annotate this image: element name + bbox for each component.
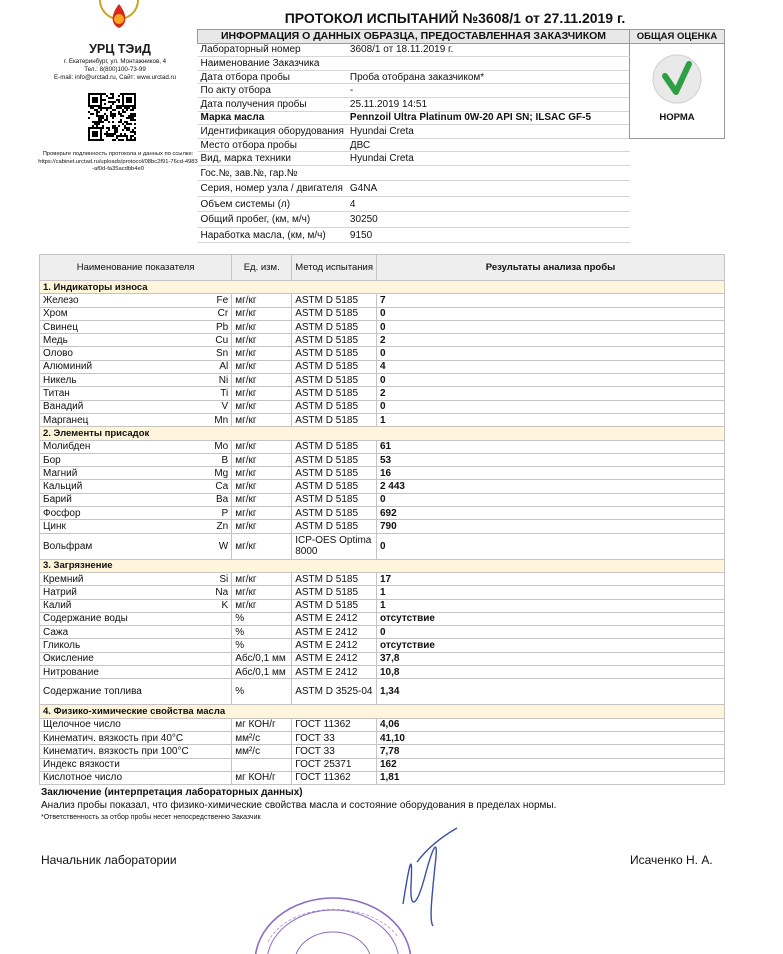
param-name: Кремний: [40, 572, 192, 585]
info-header: ИНФОРМАЦИЯ О ДАННЫХ ОБРАЗЦА, ПРЕДОСТАВЛЕННАЯ ЗАКАЗЧИКОМ: [198, 30, 630, 44]
info-header-row: [198, 30, 725, 44]
param-unit: мг/кг: [232, 493, 292, 506]
info-label: Дата получения пробы: [198, 97, 347, 111]
chief-label: Начальник лаборатории: [41, 853, 177, 867]
info-label: Серия, номер узла / двигателя: [198, 181, 347, 197]
param-symbol: P: [192, 507, 232, 520]
info-value: Pennzoil Ultra Platinum 0W-20 API SN; ILSAC GF-5: [347, 111, 630, 125]
param-name: Калий: [40, 599, 192, 612]
param-symbol: [192, 612, 232, 625]
param-value: 0: [376, 626, 724, 639]
check-icon: [652, 54, 702, 104]
table-row: [40, 599, 725, 612]
table-row: [40, 440, 725, 453]
param-name: Щелочное число: [40, 718, 192, 731]
table-row: [40, 387, 725, 400]
verify-link[interactable]: https://cabinet.urctad.ru/uploads/protocol/08bc2f91-76cd-4983-af0d-fa35acdbb4e0: [38, 158, 198, 173]
param-value: 1: [376, 413, 724, 426]
info-label: Гос.№, зав.№, гар.№: [198, 165, 347, 181]
param-name: Медь: [40, 334, 192, 347]
param-name: Кислотное число: [40, 771, 192, 784]
param-unit: %: [232, 612, 292, 625]
param-value: 7: [376, 294, 724, 307]
table-row: [40, 533, 725, 559]
param-symbol: Ti: [192, 387, 232, 400]
param-symbol: Mo: [192, 440, 232, 453]
param-unit: мг/кг: [232, 520, 292, 533]
table-row: [40, 294, 725, 307]
param-symbol: W: [192, 533, 232, 559]
param-value: 0: [376, 533, 724, 559]
conclusion-title: Заключение (интерпретация лабораторных данных): [41, 787, 303, 798]
param-symbol: Ni: [192, 374, 232, 387]
param-method: ГОСТ 11362: [292, 771, 377, 784]
contact-line: E-mail: info@urctad.ru, Сайт: www.urctad.ru: [54, 74, 176, 81]
company-address: [5, 58, 225, 82]
param-unit: мг/кг: [232, 440, 292, 453]
param-value: 1,34: [376, 679, 724, 705]
table-row: [40, 666, 725, 679]
param-symbol: Ca: [192, 480, 232, 493]
param-symbol: B: [192, 453, 232, 466]
param-method: ГОСТ 33: [292, 745, 377, 758]
param-unit: Абс/0,1 мм: [232, 666, 292, 679]
info-value: [347, 165, 630, 181]
param-unit: мг/кг: [232, 413, 292, 426]
param-symbol: K: [192, 599, 232, 612]
verify-text: Проверьте подлинность протокола и данных по ссылке:: [42, 151, 194, 157]
param-symbol: [192, 679, 232, 705]
param-method: ASTM D 5185: [292, 334, 377, 347]
param-unit: [232, 758, 292, 771]
table-row: [40, 679, 725, 705]
table-row: [40, 612, 725, 625]
param-value: 2 443: [376, 480, 724, 493]
param-method: ASTM E 2412: [292, 626, 377, 639]
param-unit: %: [232, 626, 292, 639]
overall-cell: [630, 43, 725, 138]
param-name: Молибден: [40, 440, 192, 453]
param-method: ASTM D 5185: [292, 440, 377, 453]
info-value: ДВС: [347, 138, 630, 152]
param-name: Натрий: [40, 586, 192, 599]
info-value: 3608/1 от 18.11.2019 г.: [347, 43, 630, 57]
brand-name: УРЦ ТЭиД: [89, 42, 151, 56]
page-title: ПРОТОКОЛ ИСПЫТАНИЙ №3608/1 от 27.11.2019 г.: [284, 10, 626, 26]
info-row: [198, 138, 725, 152]
table-row: [40, 572, 725, 585]
param-value: 4,06: [376, 718, 724, 731]
info-value: Hyundai Creta: [347, 152, 630, 166]
param-method: ASTM D 5185: [292, 360, 377, 373]
param-symbol: [192, 758, 232, 771]
param-value: 17: [376, 572, 724, 585]
col-name-header: Наименование показателя: [40, 255, 232, 281]
info-value: Hyundai Creta: [347, 125, 630, 139]
param-unit: мг/кг: [232, 480, 292, 493]
param-method: ASTM D 5185: [292, 347, 377, 360]
param-symbol: [192, 731, 232, 744]
param-value: 1: [376, 599, 724, 612]
param-name: Кинематич. вязкость при 100°С: [40, 745, 192, 758]
param-name: Бор: [40, 453, 192, 466]
param-name: Никель: [40, 374, 192, 387]
param-value: 1: [376, 586, 724, 599]
param-name: Олово: [40, 347, 192, 360]
sample-info-table: [197, 29, 725, 243]
param-method: ГОСТ 33: [292, 731, 377, 744]
param-symbol: Ba: [192, 493, 232, 506]
section-title: 3. Загрязнение: [40, 559, 725, 572]
param-name: Железо: [40, 294, 192, 307]
param-unit: мг КОН/г: [232, 771, 292, 784]
table-row: [40, 493, 725, 506]
info-value: Проба отобрана заказчиком*: [347, 70, 630, 84]
param-value: 0: [376, 307, 724, 320]
param-method: ASTM E 2412: [292, 639, 377, 652]
param-method: ASTM D 5185: [292, 493, 377, 506]
param-name: Кинематич. вязкость при 40°С: [40, 731, 192, 744]
table-row: [40, 453, 725, 466]
col-unit-header: Ед. изм.: [232, 255, 292, 281]
param-unit: %: [232, 679, 292, 705]
param-symbol: [192, 652, 232, 665]
param-unit: мг/кг: [232, 586, 292, 599]
param-value: 10,8: [376, 666, 724, 679]
info-label: Лабораторный номер: [198, 43, 347, 57]
param-name: Ванадий: [40, 400, 192, 413]
section-title: 4. Физико-химические свойства масла: [40, 705, 725, 718]
table-row: [40, 307, 725, 320]
col-result-header: Результаты анализа пробы: [376, 255, 724, 281]
table-row: [40, 507, 725, 520]
param-symbol: Fe: [192, 294, 232, 307]
param-name: Окисление: [40, 652, 192, 665]
param-method: ASTM D 5185: [292, 599, 377, 612]
param-unit: мг/кг: [232, 294, 292, 307]
param-symbol: Na: [192, 586, 232, 599]
param-unit: мг КОН/г: [232, 718, 292, 731]
param-method: ASTM D 5185: [292, 520, 377, 533]
table-row: [40, 360, 725, 373]
overall-label: НОРМА: [659, 111, 695, 123]
param-symbol: [192, 745, 232, 758]
responsibility-note: *Ответственность за отбор пробы несет непосредственно Заказчик: [41, 814, 261, 821]
param-value: 0: [376, 347, 724, 360]
param-method: ASTM D 5185: [292, 387, 377, 400]
param-method: ASTM D 5185: [292, 453, 377, 466]
param-value: 61: [376, 440, 724, 453]
table-row: [40, 758, 725, 771]
param-method: ASTM D 5185: [292, 307, 377, 320]
table-row: [40, 639, 725, 652]
table-row: [40, 347, 725, 360]
results-header-row: [40, 255, 725, 281]
param-method: ASTM D 5185: [292, 586, 377, 599]
param-symbol: Sn: [192, 347, 232, 360]
info-label: Место отбора пробы: [198, 138, 347, 152]
param-method: ICP-OES Optima 8000: [292, 533, 377, 559]
info-row: [198, 43, 725, 57]
param-name: Содержание топлива: [40, 679, 192, 705]
param-method: ASTM E 2412: [292, 652, 377, 665]
table-row: [40, 718, 725, 731]
param-value: 162: [376, 758, 724, 771]
table-row: [40, 586, 725, 599]
table-row: [40, 652, 725, 665]
table-row: [40, 334, 725, 347]
param-unit: мг/кг: [232, 387, 292, 400]
param-value: 0: [376, 493, 724, 506]
section-title: 2. Элементы присадок: [40, 427, 725, 440]
section-row: [40, 281, 725, 294]
param-name: Фосфор: [40, 507, 192, 520]
section-row: [40, 559, 725, 572]
param-symbol: Cu: [192, 334, 232, 347]
param-name: Хром: [40, 307, 192, 320]
param-value: 0: [376, 400, 724, 413]
table-row: [40, 520, 725, 533]
param-method: ASTM D 5185: [292, 467, 377, 480]
table-row: [40, 480, 725, 493]
conclusion: [41, 786, 556, 812]
col-method-header: Метод испытания: [292, 255, 377, 281]
param-unit: мг/кг: [232, 334, 292, 347]
param-method: ASTM D 5185: [292, 320, 377, 333]
param-value: 4: [376, 360, 724, 373]
chief-name: Исаченко Н. А.: [630, 853, 713, 867]
param-name: Содержание воды: [40, 612, 192, 625]
param-value: 692: [376, 507, 724, 520]
param-name: Вольфрам: [40, 533, 192, 559]
table-row: [40, 374, 725, 387]
phone-line: Тел.: 8(800)100-73-99: [84, 66, 146, 73]
param-name: Нитрование: [40, 666, 192, 679]
param-unit: мг/кг: [232, 599, 292, 612]
table-row: [40, 771, 725, 784]
param-name: Свинец: [40, 320, 192, 333]
param-name: Гликоль: [40, 639, 192, 652]
param-symbol: Pb: [192, 320, 232, 333]
param-name: Марганец: [40, 413, 192, 426]
section-row: [40, 427, 725, 440]
info-label: Общий пробег, (км, м/ч): [198, 212, 347, 228]
param-name: Кальций: [40, 480, 192, 493]
param-method: ASTM E 2412: [292, 612, 377, 625]
param-symbol: Cr: [192, 307, 232, 320]
overall-spacer: [630, 138, 725, 243]
param-name: Магний: [40, 467, 192, 480]
param-value: 41,10: [376, 731, 724, 744]
info-label: По акту отбора: [198, 84, 347, 98]
param-value: 790: [376, 520, 724, 533]
param-unit: мм²/с: [232, 731, 292, 744]
param-unit: %: [232, 639, 292, 652]
param-unit: мг/кг: [232, 374, 292, 387]
param-symbol: Mn: [192, 413, 232, 426]
param-symbol: [192, 626, 232, 639]
param-method: ASTM E 2412: [292, 666, 377, 679]
param-name: Алюминий: [40, 360, 192, 373]
param-value: отсутствие: [376, 639, 724, 652]
param-unit: мм²/с: [232, 745, 292, 758]
param-symbol: Zn: [192, 520, 232, 533]
param-value: 2: [376, 387, 724, 400]
results-table: [39, 254, 725, 785]
section-row: [40, 705, 725, 718]
param-unit: мг/кг: [232, 467, 292, 480]
param-method: ASTM D 5185: [292, 400, 377, 413]
param-symbol: Al: [192, 360, 232, 373]
param-name: Сажа: [40, 626, 192, 639]
table-row: [40, 467, 725, 480]
info-label: Объем системы (л): [198, 196, 347, 212]
param-unit: мг/кг: [232, 307, 292, 320]
address-line: г. Екатеринбург, ул. Монтажников, 4: [63, 58, 167, 65]
param-name: Индекс вязкости: [40, 758, 192, 771]
info-label: Идентификация оборудования: [198, 125, 347, 139]
param-method: ГОСТ 25371: [292, 758, 377, 771]
info-value: G4NA: [347, 181, 630, 197]
table-row: [40, 731, 725, 744]
param-unit: мг/кг: [232, 453, 292, 466]
param-value: отсутствие: [376, 612, 724, 625]
verify-note: [38, 151, 198, 174]
section-title: 1. Индикаторы износа: [40, 281, 725, 294]
param-unit: Абс/0,1 мм: [232, 652, 292, 665]
info-label: Дата отбора пробы: [198, 70, 347, 84]
param-symbol: [192, 771, 232, 784]
param-value: 37,8: [376, 652, 724, 665]
info-label: Наименование Заказчика: [198, 57, 347, 71]
stamp-icon: [248, 882, 418, 954]
param-value: 2: [376, 334, 724, 347]
table-row: [40, 320, 725, 333]
info-value: 4: [347, 196, 630, 212]
param-unit: мг/кг: [232, 507, 292, 520]
info-value: [347, 57, 630, 71]
param-unit: мг/кг: [232, 347, 292, 360]
table-row: [40, 626, 725, 639]
table-row: [40, 745, 725, 758]
table-row: [40, 413, 725, 426]
param-value: 53: [376, 453, 724, 466]
param-name: Цинк: [40, 520, 192, 533]
param-method: ASTM D 5185: [292, 480, 377, 493]
param-method: ASTM D 5185: [292, 374, 377, 387]
param-value: 1,81: [376, 771, 724, 784]
param-value: 16: [376, 467, 724, 480]
param-unit: мг/кг: [232, 400, 292, 413]
param-method: ASTM D 5185: [292, 572, 377, 585]
param-symbol: Mg: [192, 467, 232, 480]
param-method: ASTM D 5185: [292, 507, 377, 520]
conclusion-text: Анализ пробы показал, что физико-химические свойства масла и состояние оборудования в пределах нормы.: [41, 800, 557, 811]
param-method: ASTM D 3525-04: [292, 679, 377, 705]
param-symbol: V: [192, 400, 232, 413]
param-method: ASTM D 5185: [292, 413, 377, 426]
param-symbol: [192, 666, 232, 679]
param-unit: мг/кг: [232, 320, 292, 333]
info-value: -: [347, 84, 630, 98]
info-value: 30250: [347, 212, 630, 228]
param-method: ГОСТ 11362: [292, 718, 377, 731]
param-value: 0: [376, 320, 724, 333]
param-unit: мг/кг: [232, 360, 292, 373]
info-label: Наработка масла, (км, м/ч): [198, 227, 347, 243]
info-value: 25.11.2019 14:51: [347, 97, 630, 111]
qr-code-icon: [88, 93, 136, 141]
info-value: 9150: [347, 227, 630, 243]
param-unit: мг/кг: [232, 572, 292, 585]
param-unit: мг/кг: [232, 533, 292, 559]
param-symbol: Si: [192, 572, 232, 585]
param-value: 7,78: [376, 745, 724, 758]
param-symbol: [192, 639, 232, 652]
info-label: Марка масла: [198, 111, 347, 125]
param-symbol: [192, 718, 232, 731]
param-method: ASTM D 5185: [292, 294, 377, 307]
logo-icon: [96, 0, 142, 34]
overall-header: ОБЩАЯ ОЦЕНКА: [630, 30, 725, 44]
info-label: Вид, марка техники: [198, 152, 347, 166]
param-value: 0: [376, 374, 724, 387]
param-name: Барий: [40, 493, 192, 506]
param-name: Титан: [40, 387, 192, 400]
table-row: [40, 400, 725, 413]
